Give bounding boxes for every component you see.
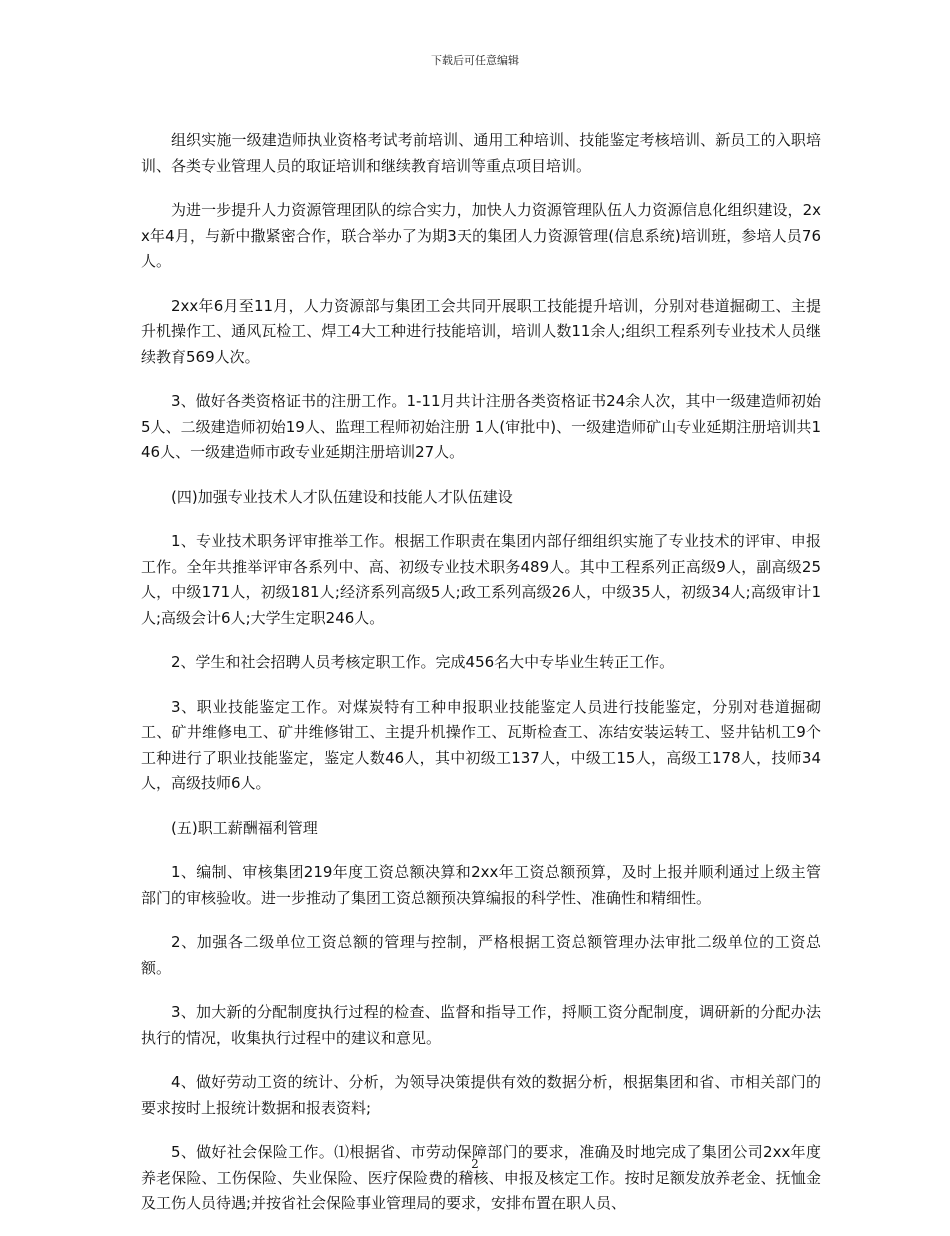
page-header: 下载后可任意编辑 bbox=[431, 54, 519, 67]
paragraph: 5、做好社会保险工作。⑴根据省、市劳动保障部门的要求，准确及时地完成了集团公司2xx年度养老保险、工伤保险、失业保险、医疗保险费的稽核、申报及核定工作。按时足额发放养老金、抚恤金及工伤人员待遇;并按省社会保险事业管理局的要求，安排布置在职人员、 bbox=[141, 1143, 821, 1212]
paragraph: 3、加大新的分配制度执行过程的检查、监督和指导工作，捋顺工资分配制度，调研新的分配办法执行的情况，收集执行过程中的建议和意见。 bbox=[141, 1003, 821, 1047]
document-body bbox=[141, 128, 821, 1236]
section-heading: (四)加强专业技术人才队伍建设和技能人才队伍建设 bbox=[171, 487, 513, 506]
paragraph: 2xx年6月至11月，人力资源部与集团工会共同开展职工技能提升培训，分别对巷道掘砌工、主提升机操作工、通风瓦检工、焊工4大工种进行技能培训，培训人数11余人;组织工程系列专业技术人员继续教育569人次。 bbox=[141, 296, 821, 366]
paragraph: 4、做好劳动工资的统计、分析，为领导决策提供有效的数据分析，根据集团和省、市相关部门的要求按时上报统计数据和报表资料; bbox=[141, 1073, 821, 1117]
paragraph: 2、学生和社会招聘人员考核定职工作。完成456名大中专毕业生转正工作。 bbox=[171, 653, 675, 671]
paragraph: 3、做好各类资格证书的注册工作。1-11月共计注册各类资格证书24余人次，其中一级建造师初始5人、二级建造师初始19人、监理工程师初始注册 1人(审批中)、一级建造师矿山专业延期注册培训共146人、一级建造师市政专业延期注册培训27人。 bbox=[141, 392, 821, 461]
paragraph: 2、加强各二级单位工资总额的管理与控制，严格根据工资总额管理办法审批二级单位的工资总额。 bbox=[141, 933, 821, 977]
paragraph: 组织实施一级建造师执业资格考试考前培训、通用工种培训、技能鉴定考核培训、新员工的入职培训、各类专业管理人员的取证培训和继续教育培训等重点项目培训。 bbox=[141, 131, 821, 175]
paragraph: 为进一步提升人力资源管理团队的综合实力，加快人力资源管理队伍人力资源信息化组织建设，2xx年4月，与新中撒紧密合作，联合举办了为期3天的集团人力资源管理(信息系统)培训班，参培人员76人。 bbox=[141, 201, 821, 270]
paragraph: 1、专业技术职务评审推举工作。根据工作职责在集团内部仔细组织实施了专业技术的评审、申报工作。全年共推举评审各系列中、高、初级专业技术职务489人。其中工程系列正高级9人，副高级25 人，中级171人，初级181人;经济系列高级5人;政工系列高级26人，中级35人，初级34人;高级审计1人;高级会计6人;大学生定职246人。 bbox=[141, 532, 821, 627]
page-number: 2 bbox=[471, 1157, 479, 1171]
section-heading: (五)职工薪酬福利管理 bbox=[171, 818, 318, 837]
paragraph: 3、职业技能鉴定工作。对煤炭特有工种申报职业技能鉴定人员进行技能鉴定，分别对巷道掘砌工、矿井维修电工、矿井维修钳工、主提升机操作工、瓦斯检查工、冻结安装运转工、竖井钻机工9个工种进行了职业技能鉴定，鉴定人数46人，其中初级工137人，中级工15人，高级工178人，技师34人，高级技师6人。 bbox=[141, 697, 821, 792]
paragraph: 1、编制、审核集团219年度工资总额决算和2xx年工资总额预算，及时上报并顺利通过上级主管部门的审核验收。进一步推动了集团工资总额预决算编报的科学性、准确性和精细性。 bbox=[141, 863, 821, 907]
